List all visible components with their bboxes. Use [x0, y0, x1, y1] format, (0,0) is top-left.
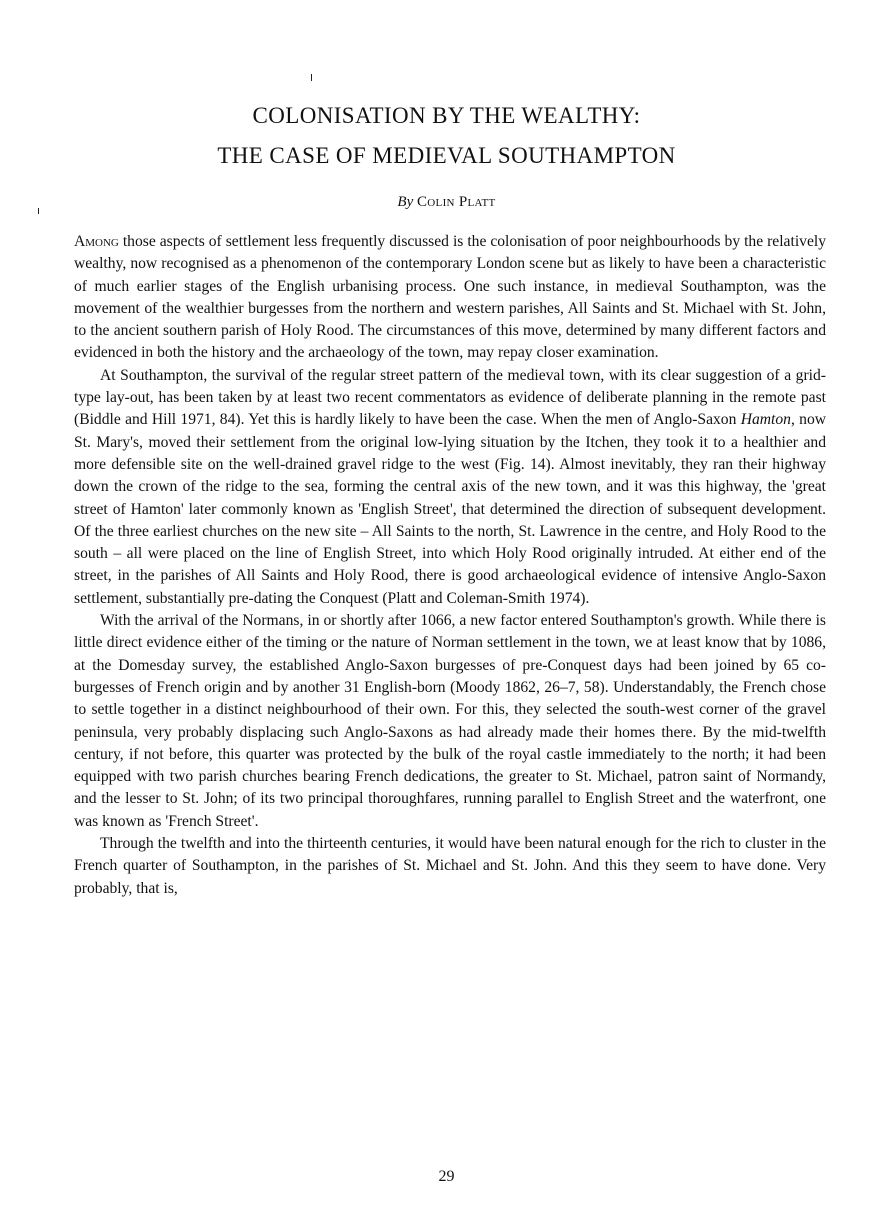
paragraph-text: With the arrival of the Normans, in or shortly after 1066, a new factor entered Southampton's growth. While there is little direct evidence either of the timing or the nature of Norman settlement in the town, we at least know that by 1086, at the Domesday survey, the established Anglo-Saxon burgesses of pre-Conquest days had been joined by 65 co-burgesses of French origin and by another 31 English-born (Moody 1862, 26–7, 58). Understandably, the French chose to settle together in a distinct neighbourhood of their own. For this, they selected the south-west corner of the gravel peninsula, very probably displacing such Anglo-Saxons as had already made their homes there. By the mid-twelfth century, if not before, this quarter was protected by the bulk of the royal castle immediately to the north; it had been equipped with two parish churches bearing French dedications, the greater to St. Michael, patron saint of Normandy, and the lesser to St. John; of its two principal thoroughfares, running parallel to English Street and the waterfront, one was known as 'French Street'.	[74, 612, 826, 830]
byline-prefix: By	[397, 194, 414, 210]
article-body	[74, 231, 826, 900]
paragraph-text: At Southampton, the survival of the regular street pattern of the medieval town, with its clear suggestion of a grid-type lay-out, has been taken by at least two recent commentators as evidence of deliberate planning in the remote past (Biddle and Hill 1971, 84). Yet this is hardly likely to have been the case. When the men of Anglo-Saxon	[74, 366, 826, 429]
paragraph-text: those aspects of settlement less frequently discussed is the colonisation of poor neighbourhoods by the relatively wealthy, now recognised as a phenomenon of the contemporary London scene but as likely to have been a characteristic of much earlier stages of the English urbanising process. One such instance, in medieval Southampton, was the movement of the wealthier burgesses from the northern and western parishes, All Saints and St. Michael with St. John, to the ancient southern parish of Holy Rood. The circumstances of this move, determined by many different factors and evidenced in both the history and the archaeology of the town, may repay closer examination.	[74, 233, 826, 362]
article-title-line-1: COLONISATION BY THE WEALTHY:	[252, 103, 641, 128]
article-title-line-2: THE CASE OF MEDIEVAL SOUTHAMPTON	[217, 143, 676, 168]
paragraph-3	[74, 610, 826, 833]
paragraph-text: , now St. Mary's, moved their settlement from the original low-lying situation by the Itchen, they took it to a healthier and more defensible site on the well-drained gravel ridge to the west (Fig. 14). Almost inevitably, they ran their highway down the crown of the ridge to the sea, forming the central axis of the new town, and it was this highway, the 'great street of Hamton' later commonly known as 'English Street', that determined the direction of subsequent development. Of the three earliest churches on the new site – All Saints to the north, St. Lawrence in the centre, and Holy Rood to the south – all were placed on the line of English Street, into which Holy Rood originally intruded. At either end of the street, in the parishes of All Saints and Holy Rood, there is good archaeological evidence of intensive Anglo-Saxon settlement, substantially pre-dating the Conquest (Platt and Coleman-Smith 1974).	[74, 411, 826, 607]
paragraph-lead-word: Among	[74, 233, 119, 250]
author-name: Colin Platt	[417, 194, 496, 210]
paragraph-4	[74, 833, 826, 900]
print-speck	[311, 74, 312, 81]
paragraph-2	[74, 365, 826, 610]
paragraph-1	[74, 231, 826, 365]
paragraph-text: Through the twelfth and into the thirteenth centuries, it would have been natural enough for the rich to cluster in the French quarter of Southampton, in the parishes of St. Michael and St. John. And this they seem to have done. Very probably, that is,	[74, 835, 826, 897]
byline	[0, 192, 893, 212]
italic-place-name: Hamton	[740, 411, 791, 429]
page-number: 29	[438, 1168, 455, 1185]
